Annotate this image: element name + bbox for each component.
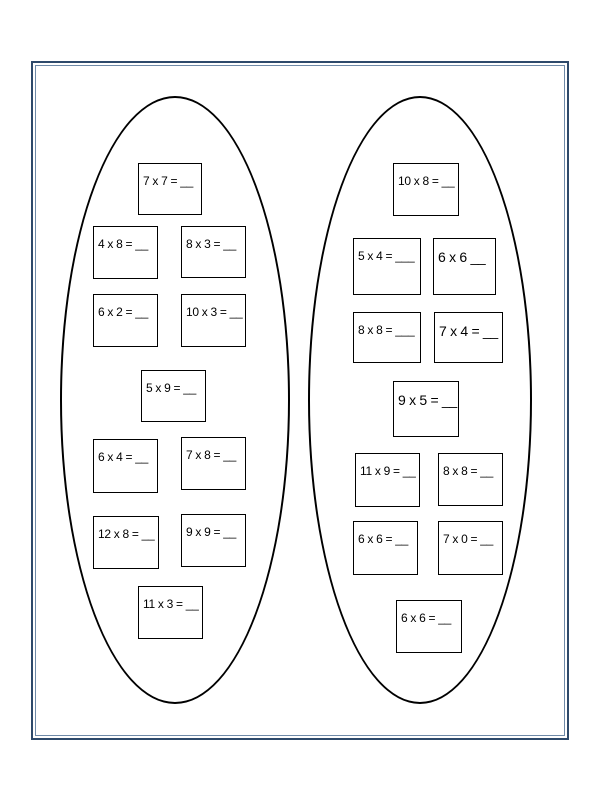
fact-box bbox=[393, 163, 459, 216]
fact-text: 7 x 7 = __ bbox=[143, 174, 194, 188]
fact-text: 12 x 8 = __ bbox=[98, 527, 155, 541]
fact-box bbox=[396, 600, 462, 653]
fact-box bbox=[141, 370, 206, 422]
fact-text: 7 x 8 = __ bbox=[186, 448, 237, 462]
fact-text: 5 x 9 = __ bbox=[146, 381, 197, 395]
fact-text: 4 x 8 = __ bbox=[98, 237, 149, 251]
fact-box bbox=[433, 238, 496, 295]
fact-text: 7 x 4 = __ bbox=[439, 323, 498, 339]
fact-text: 8 x 8 = __ bbox=[443, 464, 494, 478]
fact-box bbox=[93, 516, 159, 569]
fact-text: 6 x 6 __ bbox=[438, 249, 486, 265]
fact-text: 8 x 3 = __ bbox=[186, 237, 237, 251]
fact-box bbox=[181, 294, 246, 347]
fact-box bbox=[353, 312, 421, 363]
fact-text: 11 x 3 = __ bbox=[143, 597, 199, 611]
fact-box bbox=[438, 521, 503, 575]
fact-text: 6 x 2 = __ bbox=[98, 305, 149, 319]
fact-text: 7 x 0 = __ bbox=[443, 532, 494, 546]
fact-text: 8 x 8 = ___ bbox=[358, 323, 415, 337]
fact-text: 9 x 5 = __ bbox=[398, 392, 457, 408]
fact-text: 10 x 8 = __ bbox=[398, 174, 455, 188]
fact-text: 11 x 9 = __ bbox=[360, 464, 416, 478]
fact-box bbox=[93, 226, 158, 279]
fact-box bbox=[438, 453, 503, 506]
fact-text: 6 x 6 = __ bbox=[401, 611, 452, 625]
fact-text: 9 x 9 = __ bbox=[186, 525, 237, 539]
fact-box bbox=[93, 294, 158, 347]
fact-box bbox=[181, 226, 246, 278]
fact-text: 6 x 4 = __ bbox=[98, 450, 149, 464]
fact-box bbox=[181, 437, 246, 490]
fact-box bbox=[138, 163, 202, 215]
fact-box bbox=[93, 439, 158, 493]
fact-box bbox=[353, 521, 418, 575]
fact-box bbox=[434, 312, 503, 363]
fact-text: 10 x 3 = __ bbox=[186, 305, 243, 319]
fact-box bbox=[393, 381, 459, 437]
fact-text: 5 x 4 = ___ bbox=[358, 249, 415, 263]
fact-text: 6 x 6 = __ bbox=[358, 532, 409, 546]
fact-box bbox=[353, 238, 421, 295]
fact-box bbox=[181, 514, 246, 567]
fact-box bbox=[138, 586, 203, 639]
fact-box bbox=[355, 453, 420, 507]
